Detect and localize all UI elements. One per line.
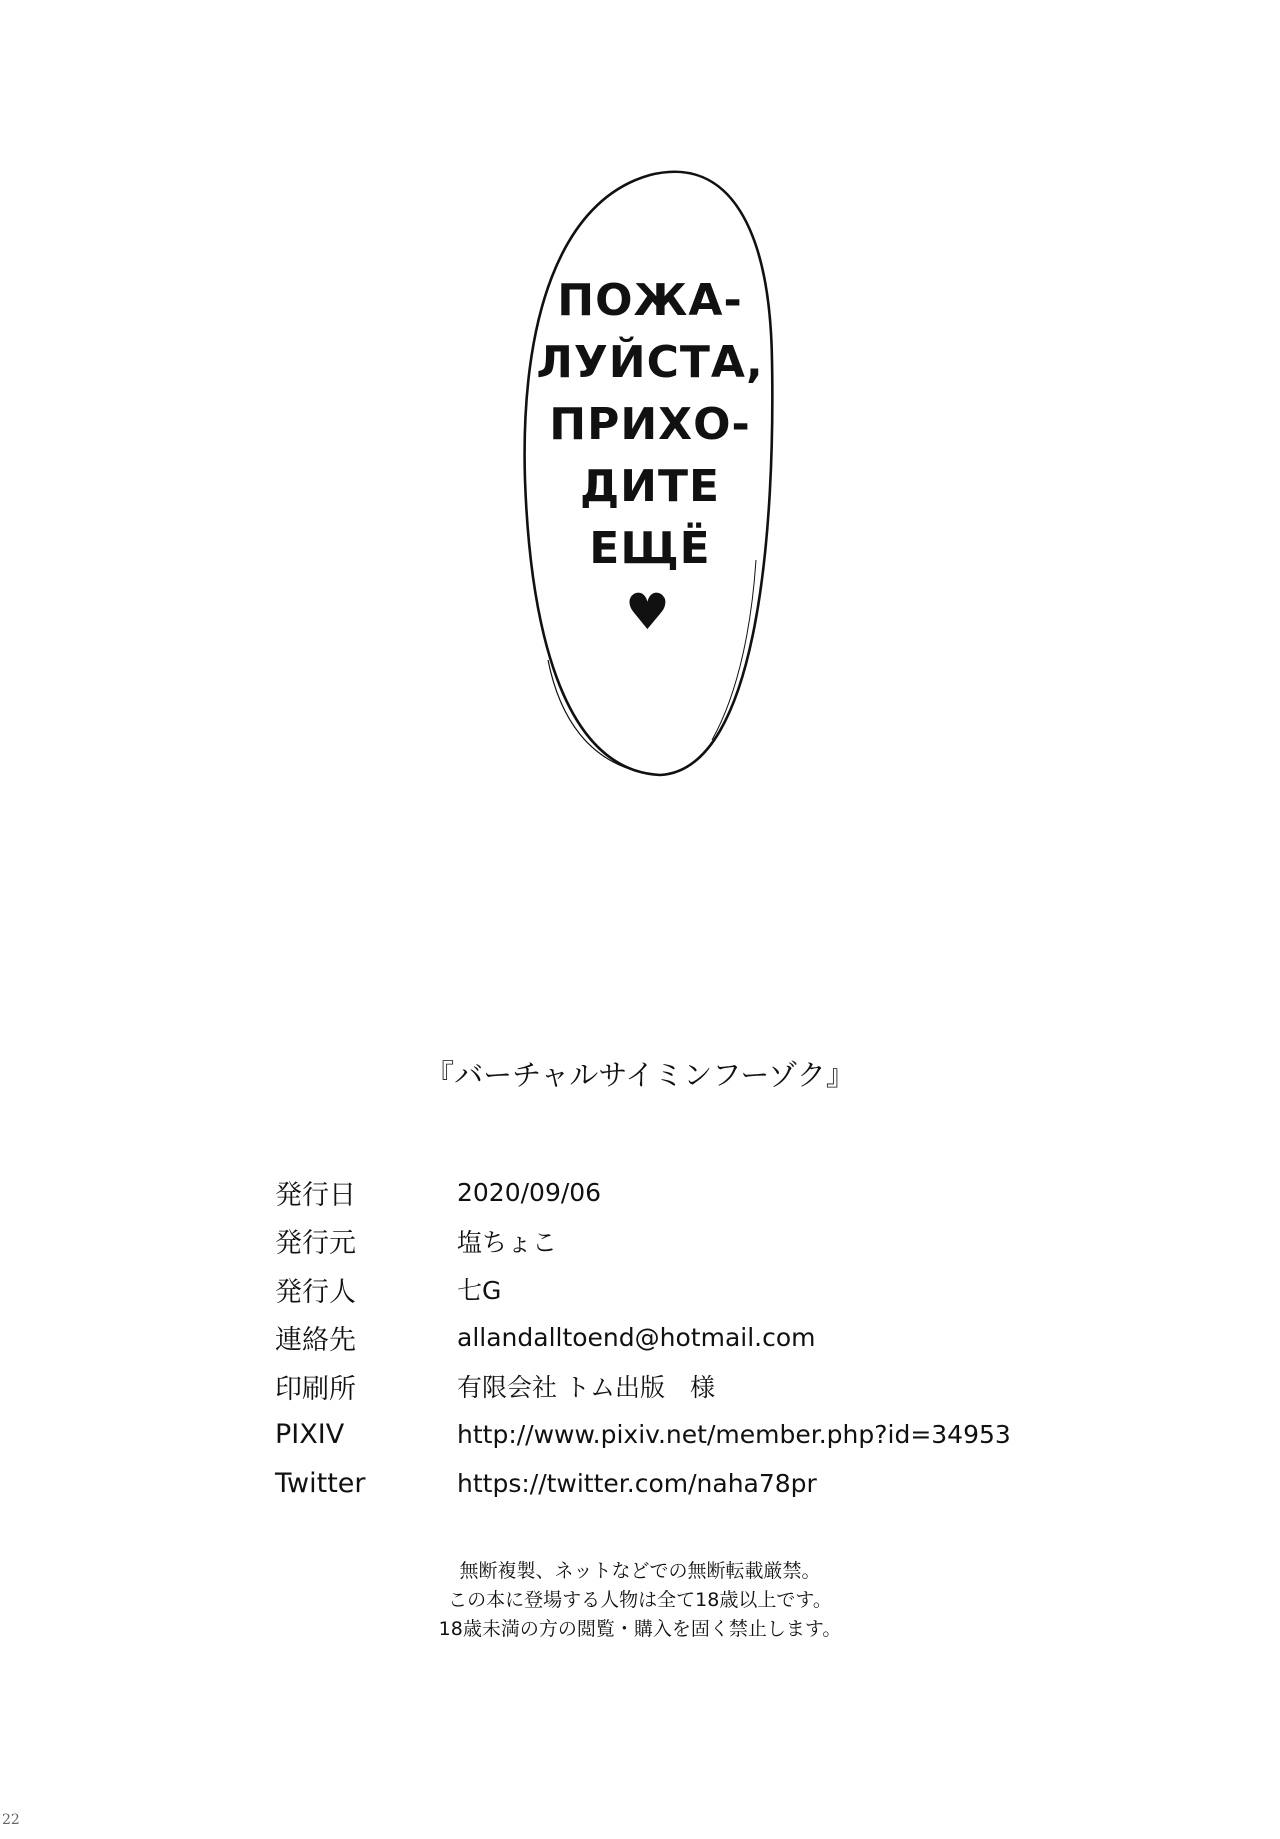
colophon-value: 塩ちょこ xyxy=(457,1227,558,1257)
notice-line: 無断複製、ネットなどでの無断転載厳禁。 xyxy=(459,1560,821,1582)
colophon-label: 発行人 xyxy=(275,1276,356,1308)
bubble-line: ЛУЙСТА, xyxy=(536,337,764,388)
contact-email[interactable]: allandalltoend@hotmail.com xyxy=(457,1323,816,1353)
bubble-line: ДИТЕ xyxy=(579,461,721,512)
colophon-label: 連絡先 xyxy=(275,1325,356,1357)
page-number: 22 xyxy=(2,1812,20,1828)
legal-notice xyxy=(0,1557,1280,1644)
colophon-label: 発行元 xyxy=(275,1228,356,1260)
colophon-row-twitter xyxy=(275,1459,1075,1508)
colophon-row-printer xyxy=(275,1362,1075,1411)
colophon-row-publisher xyxy=(275,1217,1075,1266)
book-title: 『バーチャルサイミンフーゾク』 xyxy=(425,1058,855,1092)
twitter-link[interactable]: https://twitter.com/naha78pr xyxy=(457,1468,817,1498)
colophon-row-contact xyxy=(275,1314,1075,1363)
heart-icon: ♥ xyxy=(625,583,670,641)
colophon-table xyxy=(275,1168,1075,1508)
speech-bubble xyxy=(0,0,1280,820)
colophon-value: 2020/09/06 xyxy=(457,1177,602,1207)
bubble-line: ПРИХО- xyxy=(549,399,751,450)
colophon-value: 有限会社 トム出版 様 xyxy=(457,1373,715,1403)
colophon-label: Twitter xyxy=(275,1467,366,1499)
notice-line: この本に登場する人物は全て18歳以上です。 xyxy=(448,1589,832,1611)
bubble-line: ПОЖА- xyxy=(557,275,743,326)
colophon-value: 七G xyxy=(457,1276,502,1306)
notice-line: 18歳未満の方の閲覧・購入を固く禁止します。 xyxy=(438,1618,842,1640)
bubble-line: ЕЩЁ xyxy=(589,523,711,574)
colophon-row-publish-date xyxy=(275,1168,1075,1217)
speech-bubble-text xyxy=(470,270,830,580)
colophon-label: 発行日 xyxy=(275,1179,356,1211)
colophon-label: PIXIV xyxy=(275,1419,345,1451)
colophon-row-pixiv xyxy=(275,1411,1075,1460)
colophon-row-issuer xyxy=(275,1265,1075,1314)
pixiv-link[interactable]: http://www.pixiv.net/member.php?id=34953 xyxy=(457,1420,1011,1450)
colophon-label: 印刷所 xyxy=(275,1373,356,1405)
